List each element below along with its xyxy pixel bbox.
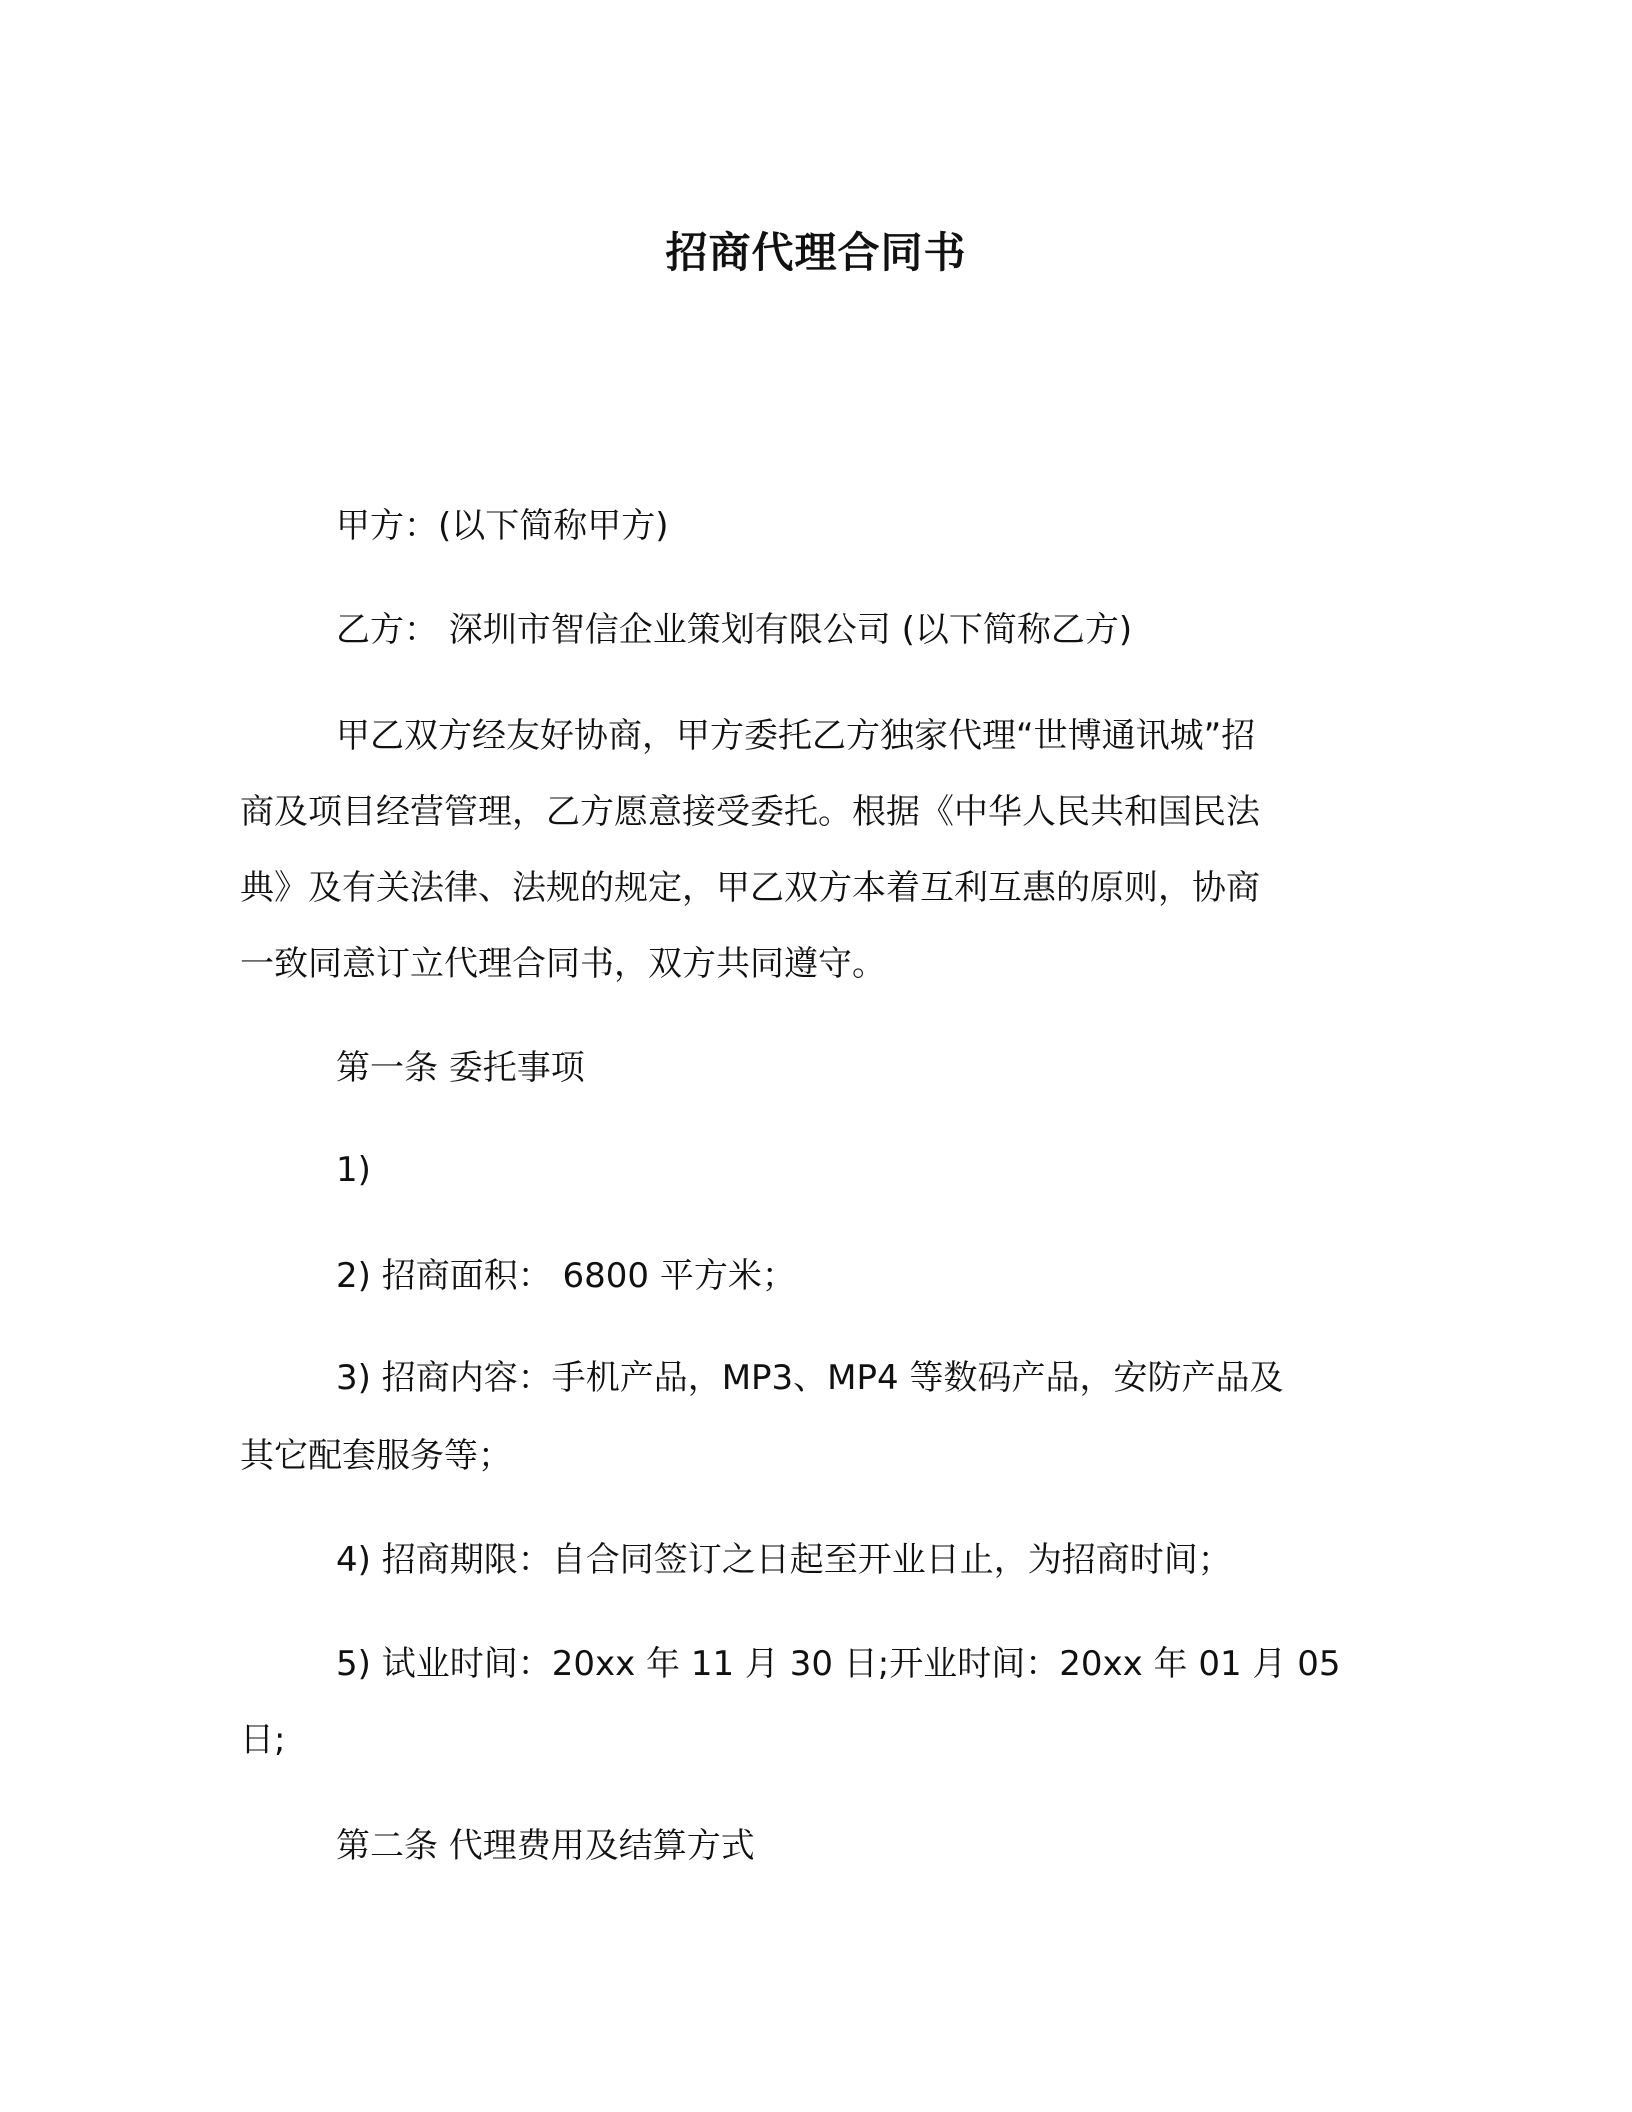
intro-line-4: 一致同意订立代理合同书，双方共同遵守。 xyxy=(240,944,886,984)
item-4: 4) 招商期限：自合同签订之日起至开业日止，为招商时间； xyxy=(336,1540,1232,1580)
party-a-line: 甲方：(以下简称甲方) xyxy=(336,506,669,546)
article-1-heading: 第一条 委托事项 xyxy=(336,1048,585,1088)
intro-line-1: 甲乙双方经友好协商，甲方委托乙方独家代理“世博通讯城”招 xyxy=(336,716,1256,756)
article-2-heading: 第二条 代理费用及结算方式 xyxy=(336,1826,755,1866)
intro-line-2: 商及项目经营管理，乙方愿意接受委托。根据《中华人民共和国民法 xyxy=(240,792,1260,832)
item-2: 2) 招商面积： 6800 平方米； xyxy=(336,1256,796,1296)
document-title: 招商代理合同书 xyxy=(665,228,967,277)
item-5-line-1: 5) 试业时间：20xx 年 11 月 30 日;开业时间：20xx 年 01 月 05 xyxy=(336,1644,1341,1684)
item-1: 1) xyxy=(336,1150,371,1190)
intro-line-3: 典》及有关法律、法规的规定，甲乙双方本着互利互惠的原则，协商 xyxy=(240,868,1260,908)
item-3-line-2: 其它配套服务等； xyxy=(240,1436,512,1476)
item-5-line-2: 日; xyxy=(240,1720,286,1760)
party-b-line: 乙方： 深圳市智信企业策划有限公司 (以下简称乙方) xyxy=(336,610,1133,650)
item-3-line-1: 3) 招商内容：手机产品，MP3、MP4 等数码产品，安防产品及 xyxy=(336,1358,1284,1398)
